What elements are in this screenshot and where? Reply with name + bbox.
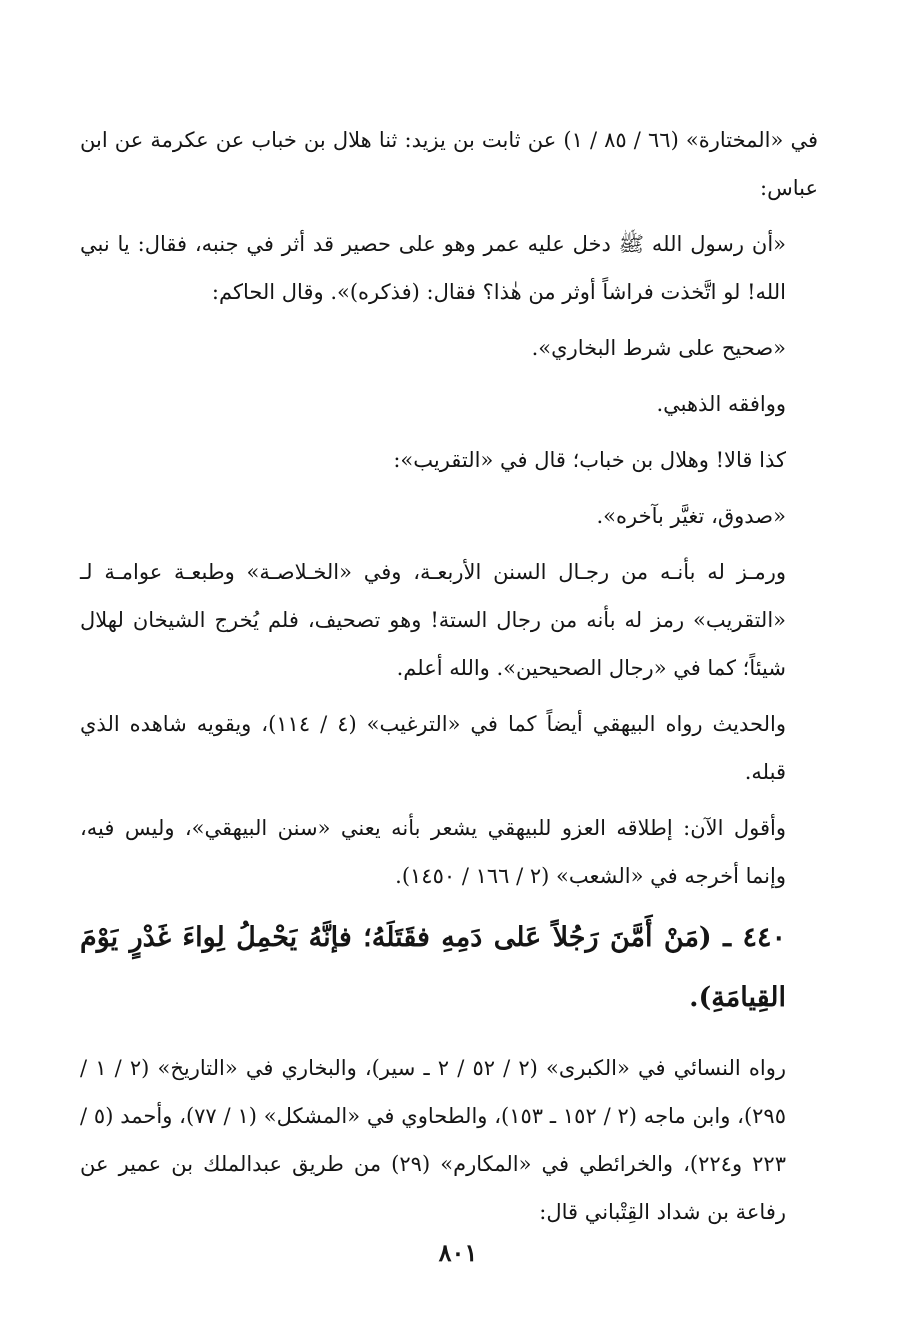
page-number: ٨٠١ <box>438 1238 478 1267</box>
paragraph: في «المختارة» (٦٦ / ٨٥ / ١) عن ثابت بن يزيد: ثنا هلال بن خباب عن عكرمة عن ابن عباس: <box>80 128 819 200</box>
paragraph: «أن رسول الله ﷺ دخل عليه عمر وهو على حصير قد أثر في جنبه، فقال: يا نبي الله! لو اتَّخذت فراشاً أوثر من هٰذا؟ فقال: (فذكره)». وقال الحاكم: <box>80 232 786 304</box>
paragraph: ووافقه الذهبي. <box>656 392 786 416</box>
page-body <box>80 116 818 1236</box>
paragraph: والحديث رواه البيهقي أيضاً كما في «الترغيب» (٤ / ١١٤)، ويقويه شاهده الذي قبله. <box>80 712 786 784</box>
hadith-heading: ٤٤٠ ـ (مَنْ أَمَّنَ رَجُلاً عَلى دَمِهِ فقَتَلَهُ؛ فإنَّهُ يَحْمِلُ لِواءَ غَدْرٍ يَوْمَ القِيامَةِ). <box>80 922 786 1013</box>
paragraph: ورمـز له بأنـه من رجـال السنن الأربعـة، وفي «الخـلاصـة» وطبعـة عوامـة لـ «التقريب» رمز له بأنه من رجال الستة! وهو تصحيف، فلم يُخرج الشيخان لهلال شيئاً؛ كما في «رجال الصحيحين». والله أعلم. <box>80 560 786 680</box>
paragraph: وأقول الآن: إطلاقه العزو للبيهقي يشعر بأنه يعني «سنن البيهقي»، وليس فيه، وإنما أخرجه في «الشعب» (٢ / ١٦٦ / ١٤٥٠). <box>80 816 786 888</box>
paragraph: كذا قالا! وهلال بن خباب؛ قال في «التقريب»: <box>393 448 786 472</box>
paragraph: «صدوق، تغيَّر بآخره». <box>596 504 786 528</box>
paragraph: «صحيح على شرط البخاري». <box>531 336 786 360</box>
paragraph: رواه النسائي في «الكبرى» (٢ / ٥٢ / ٢ ـ سير)، والبخاري في «التاريخ» (٢ / ١ / ٢٩٥)، وابن ماجه (٢ / ١٥٢ ـ ١٥٣)، والطحاوي في «المشكل» (١ / ٧٧)، وأحمد (٥ / ٢٢٣ و٢٢٤)، والخرائطي في «المكارم» (٢٩) من طريق عبدالملك بن عمير عن رفاعة بن شداد القِتْباني قال: <box>80 1056 786 1224</box>
